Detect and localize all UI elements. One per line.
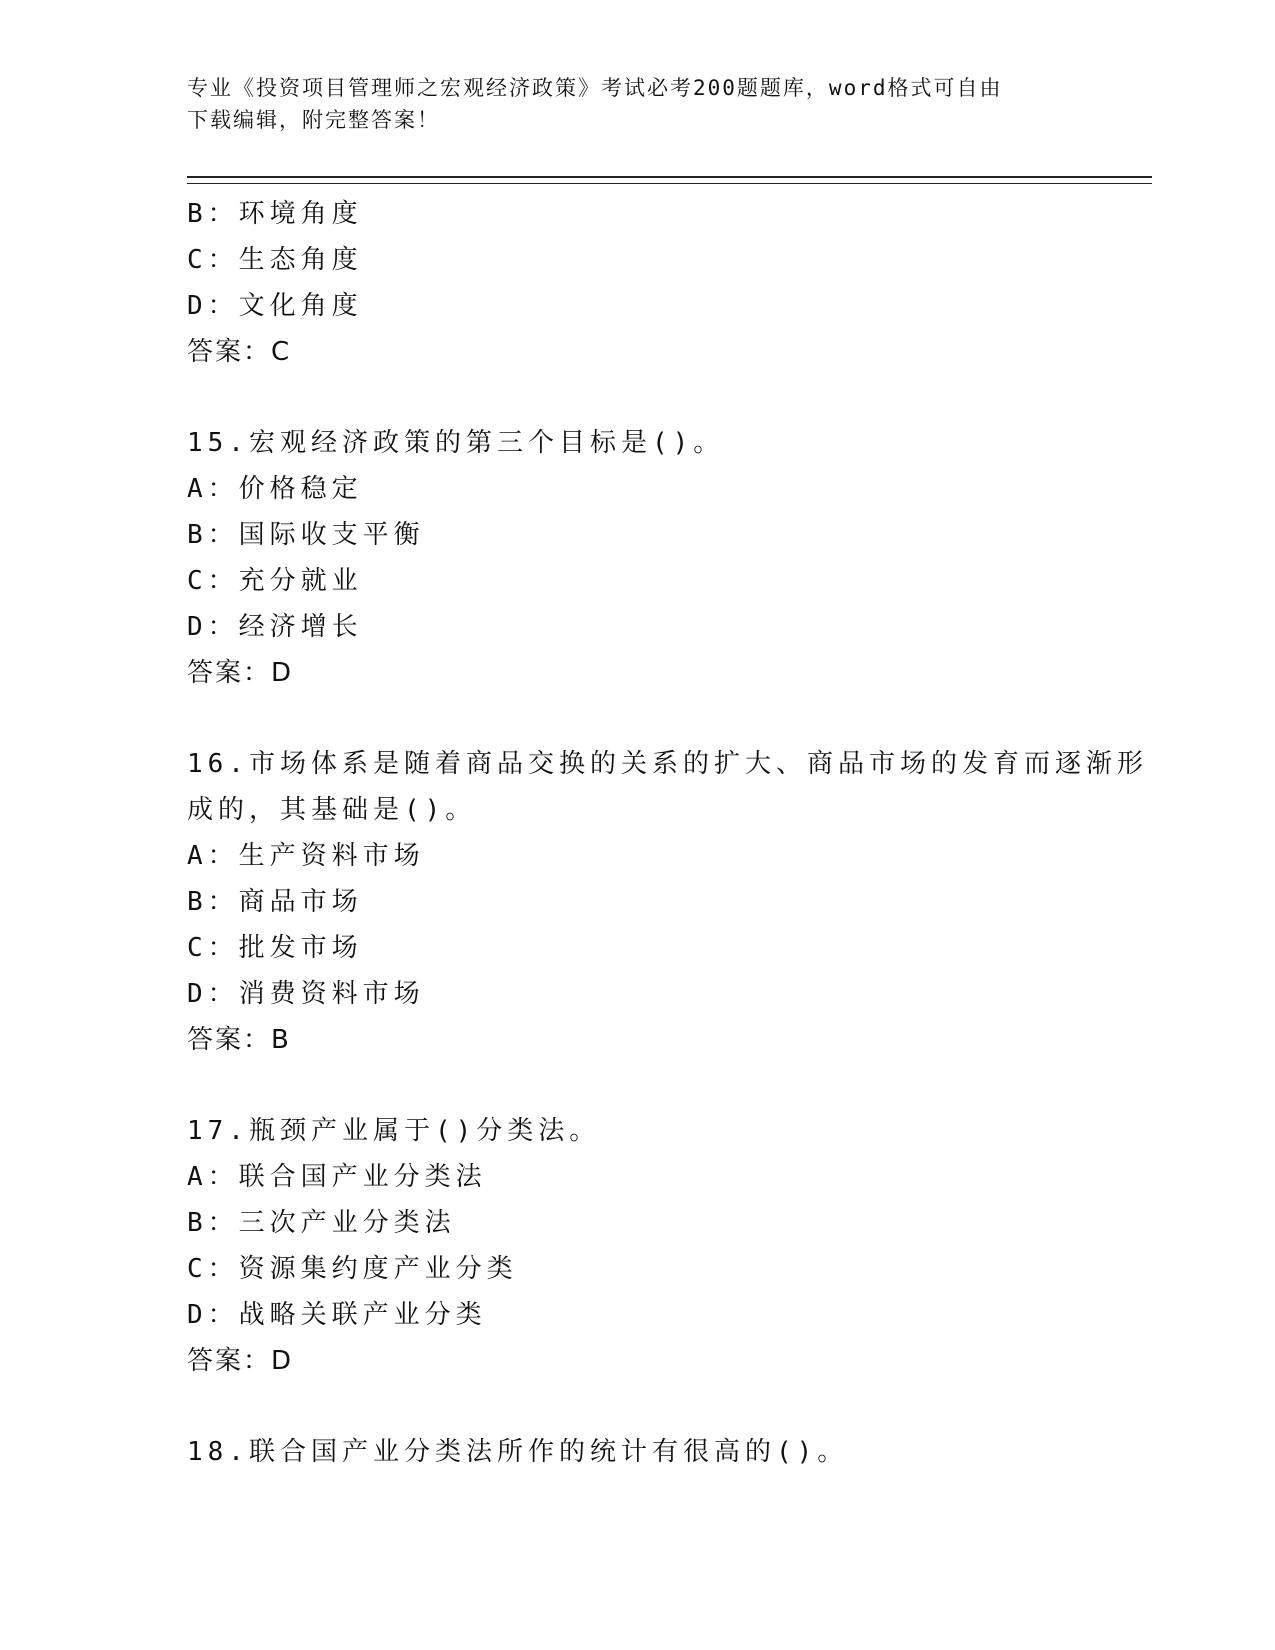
header-divider	[187, 176, 1152, 184]
option-c: C：批发市场	[187, 933, 363, 963]
option-d: D：经济增长	[187, 612, 363, 642]
option-b: B：三次产业分类法	[187, 1208, 456, 1238]
option-a: A：联合国产业分类法	[187, 1162, 487, 1192]
question-18	[187, 1429, 1087, 1475]
header-line-1: 专业《投资项目管理师之宏观经济政策》考试必考200题题库，word格式可自由	[187, 76, 1003, 100]
option-b: B：环境角度	[187, 199, 363, 229]
option-c: C：充分就业	[187, 566, 363, 596]
header-line-2: 下载编辑，附完整答案！	[187, 108, 440, 132]
option-d: D：文化角度	[187, 291, 363, 321]
option-c: C：生态角度	[187, 245, 363, 275]
option-d: D：消费资料市场	[187, 979, 425, 1009]
question-text-line-1: 16.市场体系是随着商品交换的关系的扩大、商品市场的发育而逐渐形	[187, 749, 1148, 779]
question-14-partial	[187, 191, 1087, 375]
question-text: 18.联合国产业分类法所作的统计有很高的()。	[187, 1437, 849, 1467]
option-b: B：商品市场	[187, 887, 363, 917]
question-text: 15.宏观经济政策的第三个目标是()。	[187, 428, 725, 458]
question-16	[187, 741, 1148, 1063]
answer-text: 答案：C	[187, 337, 292, 367]
question-text: 17.瓶颈产业属于()分类法。	[187, 1116, 601, 1146]
answer-text: 答案：B	[187, 1025, 291, 1055]
question-17	[187, 1108, 1087, 1384]
question-15	[187, 420, 1087, 696]
option-c: C：资源集约度产业分类	[187, 1254, 518, 1284]
option-b: B：国际收支平衡	[187, 520, 425, 550]
option-d: D：战略关联产业分类	[187, 1300, 487, 1330]
question-text-line-2: 成的，其基础是()。	[187, 795, 477, 825]
option-a: A：价格稳定	[187, 474, 363, 504]
answer-text: 答案：D	[187, 658, 294, 688]
question-list	[187, 191, 1148, 1475]
option-a: A：生产资料市场	[187, 841, 425, 871]
answer-text: 答案：D	[187, 1346, 294, 1376]
document-header	[187, 72, 1087, 136]
